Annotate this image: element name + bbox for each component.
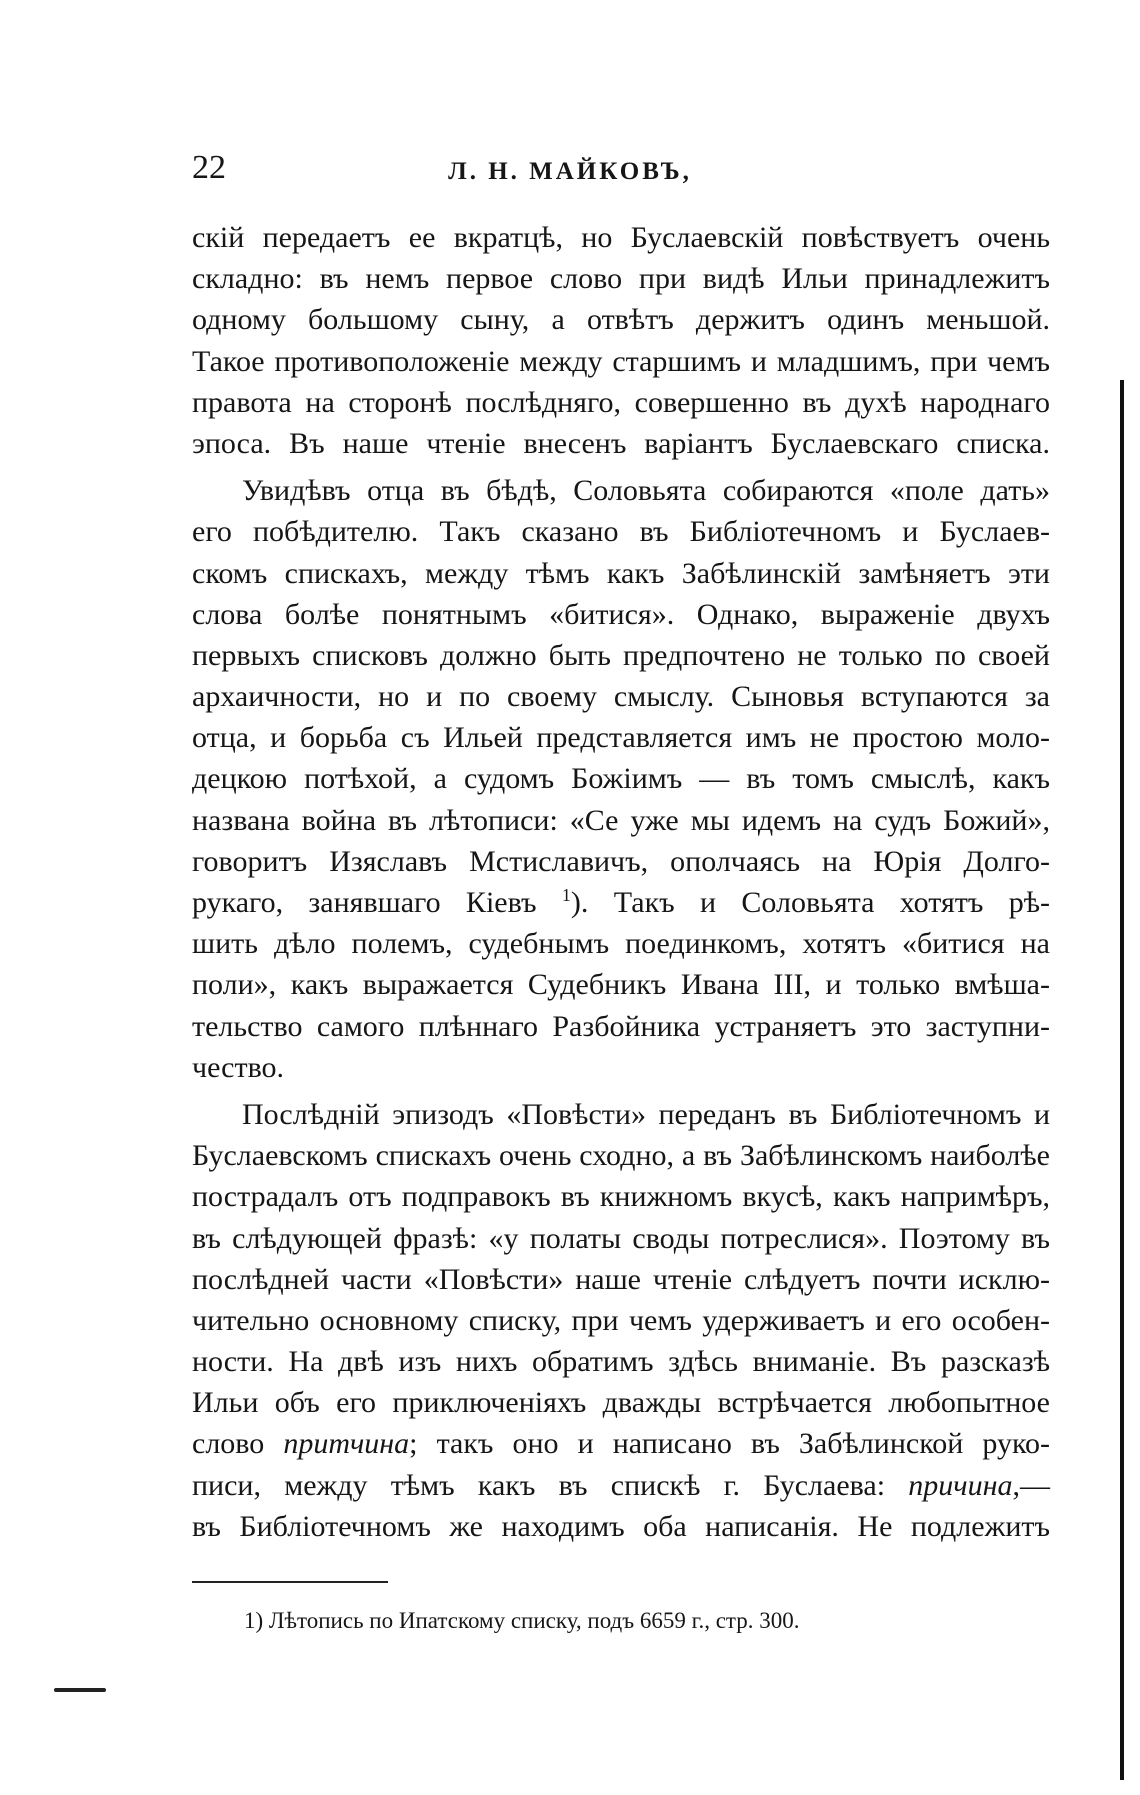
text-line: чительно основному списку, при чемъ удерживаетъ и его особен- (192, 1303, 1050, 1337)
text-line (192, 1423, 1050, 1464)
italic-word: притчина (283, 1427, 410, 1461)
text-line: чество. (192, 1050, 285, 1084)
text-line: складно: въ немъ первое слово при видѣ Ильи принадлежитъ (192, 262, 1050, 296)
text-line: поли», какъ выражается Судебникъ Ивана III, и только вмѣша- (192, 968, 1050, 1002)
text-line: Такое противоположеніе между старшимъ и младшимъ, при чемъ (192, 344, 1050, 378)
text-line: въ слѣдующей фразѣ: «у полаты своды потреслися». Поэтому въ (192, 1221, 1050, 1255)
text-line: слова болѣе понятнымъ «битися». Однако, выраженіе двухъ (192, 597, 1050, 631)
text-segment: слово (192, 1427, 284, 1461)
text-line: первыхъ списковъ должно быть предпочтено не только по своей (192, 638, 1050, 672)
text-segment: ; такъ оно и написано въ Забѣлинской руко- (409, 1427, 1051, 1461)
footnote-divider (192, 1581, 388, 1583)
text-line: шить дѣло полемъ, судебнымъ поединкомъ, хотятъ «битися на (192, 927, 1050, 961)
text-line: эпоса. Въ наше чтеніе внесенъ варіантъ Буслаевскаго списка. (192, 426, 1050, 460)
text-line: названа война въ лѣтописи: «Се уже мы идемъ на судъ Божий», (192, 803, 1050, 837)
text-segment: писи, между тѣмъ какъ въ спискѣ г. Буслаева: (192, 1468, 909, 1502)
body-text (192, 217, 1050, 1547)
text-segment: ,— (1012, 1468, 1050, 1502)
text-line: Буслаевскомъ спискахъ очень сходно, а въ Забѣлинскомъ наиболѣе (192, 1139, 1050, 1173)
text-line: тельство самого плѣннаго Разбойника устраняетъ это заступни- (192, 1009, 1050, 1043)
text-line: ности. На двѣ изъ нихъ обратимъ здѣсь вниманіе. Въ разсказѣ (192, 1345, 1050, 1379)
text-line: послѣдней части «Повѣсти» наше чтеніе слѣдуетъ почти исклю- (192, 1262, 1050, 1296)
text-line: отца, и борьба съ Ильей представляется имъ не простою моло- (192, 721, 1050, 755)
text-line: Послѣдній эпизодъ «Повѣсти» переданъ въ Библіотечномъ и (242, 1097, 1050, 1131)
text-line: Увидѣвъ отца въ бѣдѣ, Соловьята собираются «поле дать» (242, 474, 1050, 508)
text-line: правота на сторонѣ послѣдняго, совершенно въ духѣ народнаго (192, 385, 1050, 419)
text-line: Ильи объ его приключеніяхъ дважды встрѣчается любопытное (192, 1386, 1050, 1420)
running-title: Л. Н. МАЙКОВЪ, (448, 158, 692, 185)
text-segment: ). Такъ и Соловьята хотятъ рѣ- (570, 886, 1050, 919)
text-line: говоритъ Изяславъ Мстиславичъ, ополчаясь на Юрія Долго- (192, 844, 1050, 878)
text-segment: рукаго, занявшаго Кіевъ (192, 886, 537, 919)
scan-artifact (54, 1688, 106, 1692)
text-line: децкою потѣхой, а судомъ Божіимъ — въ томъ смыслѣ, какъ (192, 762, 1050, 796)
text-line: въ Библіотечномъ же находимъ оба написанія. Не подлежитъ (192, 1509, 1050, 1543)
text-line: архаичности, но и по своему смыслу. Сыновья вступаются за (192, 680, 1050, 714)
text-line: пострадалъ отъ подправокъ въ книжномъ вкусѣ, какъ напримѣръ, (192, 1180, 1050, 1214)
text-line: его побѣдителю. Такъ сказано въ Библіотечномъ и Буслаев- (192, 515, 1050, 549)
page-number: 22 (192, 149, 226, 186)
text-line: скомъ спискахъ, между тѣмъ какъ Забѣлинскій замѣняетъ эти (192, 556, 1050, 590)
text-line: скій передаетъ ее вкратцѣ, но Буслаевскій повѣствуетъ очень (192, 221, 1050, 254)
page-edge-shadow (1120, 380, 1124, 1780)
text-line: одному большому сыну, а отвѣтъ держитъ одинъ меньшой. (192, 303, 1050, 337)
footnote: 1) Лѣтопись по Ипатскому списку, подъ 6659 г., стр. 300. (244, 1608, 800, 1633)
italic-word: причина (908, 1468, 1013, 1502)
footnote-ref[interactable]: 1 (561, 885, 571, 905)
text-line (192, 882, 1050, 923)
text-line (192, 1465, 1050, 1506)
